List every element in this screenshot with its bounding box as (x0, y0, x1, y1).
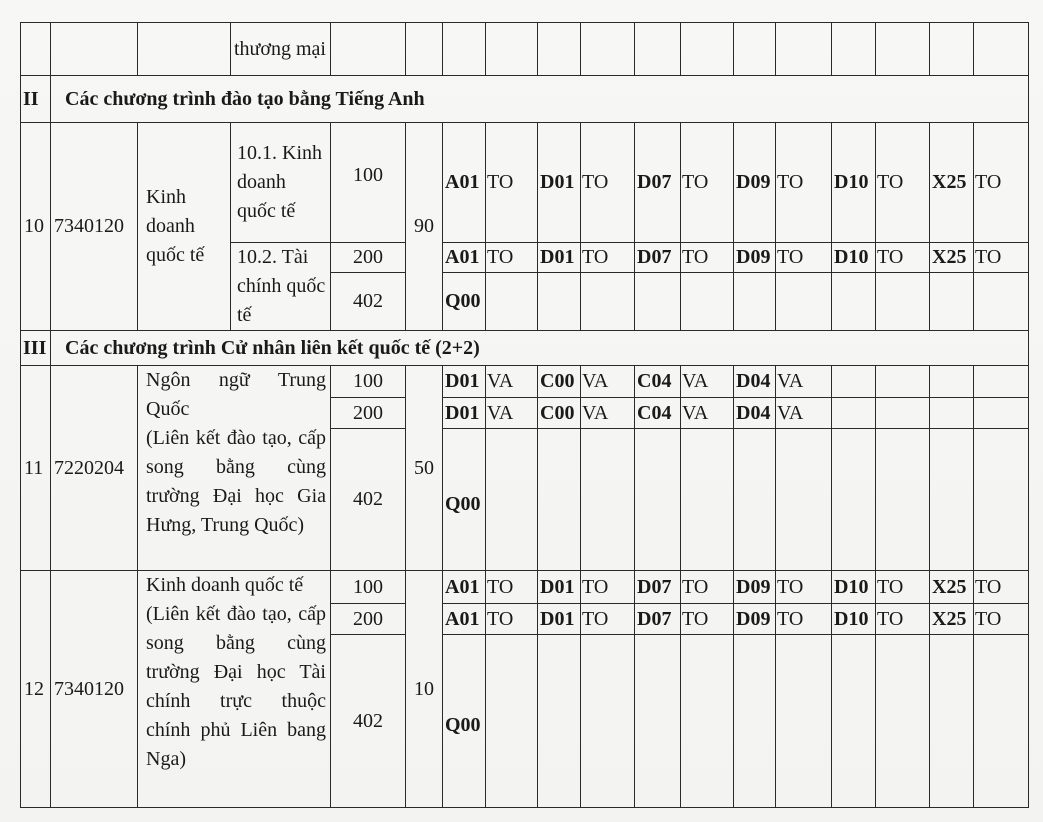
table-row (21, 571, 1029, 604)
cell-combo (832, 23, 876, 76)
cell-quota: 90 (406, 123, 443, 331)
cell-method: 200 (331, 398, 406, 429)
cell-combo: Q00 (443, 429, 486, 571)
cell-subject: TO (776, 123, 832, 243)
cell-subject: TO (974, 243, 1029, 273)
cell-combo: C00 (538, 366, 581, 398)
cell-combo: D09 (734, 123, 776, 243)
cell-subject (581, 635, 635, 808)
cell-stt: 12 (21, 571, 51, 808)
cell-sub-program: 10.2. Tài chính quốc tế (231, 243, 331, 331)
cell-combo: D01 (443, 398, 486, 429)
cell-subject (776, 273, 832, 331)
cell-subject: VA (681, 366, 734, 398)
cell-subject (486, 273, 538, 331)
cell-name (138, 23, 231, 76)
cell-combo: D09 (734, 604, 776, 635)
section-number: II (21, 76, 51, 123)
cell-combo: X25 (930, 571, 974, 604)
cell-code: 7340120 (51, 571, 138, 808)
cell-subject (876, 429, 930, 571)
cell-name: Kinh doanh quốc tế (138, 123, 231, 331)
admission-table (20, 22, 1029, 808)
cell-combo: D10 (832, 123, 876, 243)
cell-code: 7220204 (51, 366, 138, 571)
cell-combo (538, 273, 581, 331)
cell-combo: D04 (734, 398, 776, 429)
cell-subject (776, 23, 832, 76)
cell-subject: VA (486, 398, 538, 429)
cell-combo (443, 23, 486, 76)
cell-name (138, 571, 331, 808)
cell-subject: TO (876, 243, 930, 273)
cell-combo: D09 (734, 243, 776, 273)
section-title: Các chương trình Cử nhân liên kết quốc tế (2+2) (51, 331, 1029, 366)
cell-quota: 50 (406, 366, 443, 571)
table-row (21, 366, 1029, 398)
cell-combo (734, 635, 776, 808)
cell-sub-program: 10.1. Kinh doanh quốc tế (231, 123, 331, 243)
cell-subject: TO (776, 604, 832, 635)
cell-method: 200 (331, 604, 406, 635)
cell-subject (876, 398, 930, 429)
cell-combo (832, 398, 876, 429)
cell-subject (876, 366, 930, 398)
cell-method: 100 (331, 366, 406, 398)
cell-subject: TO (776, 571, 832, 604)
cell-combo (832, 366, 876, 398)
name-main: Ngôn ngữ Trung Quốc (146, 369, 326, 420)
cell-combo (635, 273, 681, 331)
cell-name (138, 366, 331, 571)
cell-subject (581, 23, 635, 76)
cell-combo: D10 (832, 604, 876, 635)
cell-code: 7340120 (51, 123, 138, 331)
cell-combo: X25 (930, 123, 974, 243)
cell-combo: Q00 (443, 635, 486, 808)
cell-subject (776, 635, 832, 808)
cell-code (51, 23, 138, 76)
section-header-row (21, 331, 1029, 366)
cell-subject (974, 366, 1029, 398)
cell-combo (538, 635, 581, 808)
cell-subject (974, 23, 1029, 76)
cell-combo (832, 429, 876, 571)
cell-combo: A01 (443, 243, 486, 273)
cell-subject: VA (681, 398, 734, 429)
cell-subject: VA (581, 366, 635, 398)
cell-subject (581, 429, 635, 571)
cell-subject: TO (581, 604, 635, 635)
cell-subject: TO (581, 243, 635, 273)
cell-combo (930, 398, 974, 429)
cell-subject (581, 273, 635, 331)
cell-subject: TO (776, 243, 832, 273)
cell-combo: D10 (832, 571, 876, 604)
cell-subject: TO (876, 604, 930, 635)
cell-combo: A01 (443, 123, 486, 243)
cell-subject: TO (876, 571, 930, 604)
name-note: (Liên kết đào tạo, cấp song bằng cùng trường Đại học Gia Hưng, Trung Quốc) (146, 427, 326, 536)
cell-combo (930, 429, 974, 571)
cell-subject (681, 273, 734, 331)
cell-combo: C04 (635, 398, 681, 429)
cell-stt: 11 (21, 366, 51, 571)
cell-subject (486, 23, 538, 76)
cell-subject (681, 23, 734, 76)
cell-combo: D07 (635, 604, 681, 635)
cell-combo: D10 (832, 243, 876, 273)
cell-combo: A01 (443, 604, 486, 635)
cell-method: 200 (331, 243, 406, 273)
cell-subject (876, 273, 930, 331)
cell-combo: X25 (930, 604, 974, 635)
cell-subject: TO (486, 571, 538, 604)
cell-stt: 10 (21, 123, 51, 331)
name-note: (Liên kết đào tạo, cấp song bằng cùng trường Đại học Tài chính trực thuộc chính phủ Liên bang Nga) (146, 603, 326, 770)
section-title: Các chương trình đào tạo bằng Tiếng Anh (51, 76, 1029, 123)
cell-combo: D07 (635, 243, 681, 273)
cell-quota: 10 (406, 571, 443, 808)
cell-subject: TO (486, 243, 538, 273)
cell-combo: C00 (538, 398, 581, 429)
cell-combo (734, 273, 776, 331)
cell-combo (635, 429, 681, 571)
cell-combo (734, 429, 776, 571)
cell-combo: D07 (635, 123, 681, 243)
cell-stt (21, 23, 51, 76)
cell-quota (406, 23, 443, 76)
cell-combo (930, 635, 974, 808)
cell-combo: Q00 (443, 273, 486, 331)
cell-subject: TO (581, 123, 635, 243)
cell-sub-program: thương mại (231, 23, 331, 76)
cell-subject: TO (974, 604, 1029, 635)
cell-combo (930, 23, 974, 76)
cell-subject: TO (681, 243, 734, 273)
cell-combo: D07 (635, 571, 681, 604)
name-main: Kinh doanh quốc tế (146, 574, 304, 596)
cell-subject: TO (581, 571, 635, 604)
cell-subject (776, 429, 832, 571)
cell-combo (734, 23, 776, 76)
cell-subject: VA (486, 366, 538, 398)
cell-combo (538, 429, 581, 571)
cell-subject: TO (681, 571, 734, 604)
section-number: III (21, 331, 51, 366)
cell-method: 100 (331, 571, 406, 604)
cell-subject (974, 398, 1029, 429)
cell-combo (538, 23, 581, 76)
cell-method: 402 (331, 273, 406, 331)
cell-subject (681, 635, 734, 808)
cell-combo: D01 (538, 243, 581, 273)
cell-combo: D04 (734, 366, 776, 398)
cell-subject: VA (581, 398, 635, 429)
cell-combo: D09 (734, 571, 776, 604)
table-row-continuation (21, 23, 1029, 76)
cell-combo (930, 366, 974, 398)
cell-subject (486, 429, 538, 571)
cell-combo: D01 (538, 571, 581, 604)
cell-combo: X25 (930, 243, 974, 273)
cell-combo: A01 (443, 571, 486, 604)
cell-subject: TO (876, 123, 930, 243)
cell-combo (930, 273, 974, 331)
cell-subject: TO (974, 571, 1029, 604)
cell-combo: C04 (635, 366, 681, 398)
cell-method: 402 (331, 635, 406, 808)
cell-method: 402 (331, 429, 406, 571)
cell-combo (832, 273, 876, 331)
cell-subject: VA (776, 366, 832, 398)
cell-subject (974, 635, 1029, 808)
cell-subject (681, 429, 734, 571)
cell-combo: D01 (538, 123, 581, 243)
cell-combo (635, 635, 681, 808)
cell-subject (876, 23, 930, 76)
cell-method: 100 (331, 123, 406, 243)
cell-combo: D01 (538, 604, 581, 635)
cell-subject: TO (681, 604, 734, 635)
cell-subject: TO (681, 123, 734, 243)
cell-combo (832, 635, 876, 808)
cell-subject: TO (974, 123, 1029, 243)
cell-combo: D01 (443, 366, 486, 398)
cell-combo (635, 23, 681, 76)
cell-subject: TO (486, 604, 538, 635)
section-header-row (21, 76, 1029, 123)
cell-subject (876, 635, 930, 808)
cell-subject (974, 273, 1029, 331)
cell-subject: TO (486, 123, 538, 243)
cell-subject: VA (776, 398, 832, 429)
table-row (21, 123, 1029, 243)
cell-subject (486, 635, 538, 808)
cell-method (331, 23, 406, 76)
cell-subject (974, 429, 1029, 571)
